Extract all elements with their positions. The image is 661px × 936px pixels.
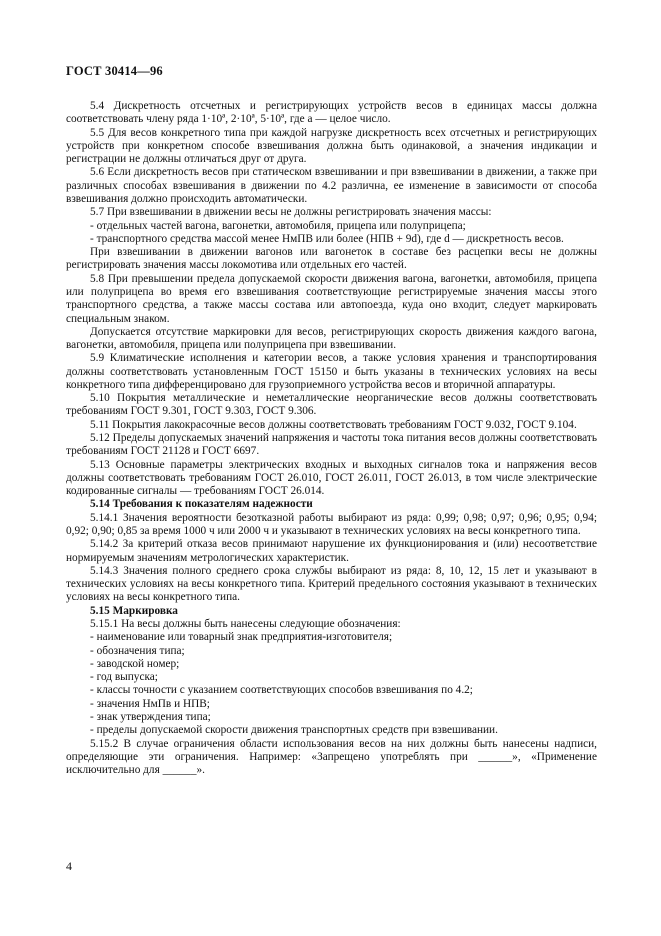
list-item: - наименование или товарный знак предприятия-изготовителя; (90, 631, 393, 644)
section-heading-marking: 5.15 Маркировка (90, 604, 178, 617)
paragraph-5-15-2: 5.15.2 В случае ограничения области использования весов на них должны быть нанесены надписи, определяющие эти ограничения. Например: «Запрещено употреблять при ______», «Применение исключительно для ______». (66, 737, 597, 777)
paragraph-5-15-1: 5.15.1 На весы должны быть нанесены следующие обозначения: (90, 617, 401, 630)
paragraph-5-6: 5.6 Если дискретность весов при статическом взвешивании и при взвешивании в движении, а также при различных способах взвешивания в движении по 4.2 различна, ее изменение в зависимости от способа взвешивания должно происходить автоматически. (66, 166, 597, 205)
paragraph-5-8-note: Допускается отсутствие маркировки для весов, регистрирующих скорость движения каждого вагона, вагонетки, автомобиля, прицепа или полуприцепа при взвешивании. (66, 325, 597, 352)
paragraph-5-5: 5.5 Для весов конкретного типа при каждой нагрузке дискретность всех отсчетных и регистрирующих устройств при конкретном способе взвешивания должна быть одинаковой, а значения индикации и регистрации не должны отличаться друг от друга. (66, 126, 597, 166)
paragraph-5-11: 5.11 Покрытия лакокрасочные весов должны соответствовать требованиям ГОСТ 9.032, ГОСТ 9.104. (90, 418, 577, 431)
list-item: - год выпуска; (90, 671, 158, 684)
paragraph-5-14-2: 5.14.2 За критерий отказа весов принимают нарушение их функционирования и (или) несоответствие нормируемым значениям метрологических характеристик. (66, 538, 597, 564)
paragraph-5-14-1: 5.14.1 Значения вероятности безотказной работы выбирают из ряда: 0,99; 0,98; 0,97; 0,96; 0,95; 0,94; 0,92; 0,90; 0,85 за время 1000 ч или 2000 ч и указывают в технических условиях на весы конкретного типа. (66, 511, 597, 537)
document-body (66, 100, 597, 777)
list-item: - значения НмПв и НПВ; (90, 697, 210, 710)
list-item: - заводской номер; (90, 657, 180, 670)
list-item: - отдельных частей вагона, вагонетки, автомобиля, прицепа или полуприцепа; (90, 219, 466, 232)
paragraph-5-7: 5.7 При взвешивании в движении весы не должны регистрировать значения массы: (90, 206, 492, 219)
list-item: - классы точности с указанием соответствующих способов взвешивания по 4.2; (90, 684, 473, 697)
page-header-title: ГОСТ 30414—96 (66, 64, 163, 78)
paragraph-5-12: 5.12 Пределы допускаемых значений напряжения и частоты тока питания весов должны соответствовать требованиям ГОСТ 21128 и ГОСТ 6697. (66, 432, 597, 458)
list-item: - обозначения типа; (90, 644, 185, 657)
section-heading-reliability: 5.14 Требования к показателям надежности (90, 498, 313, 511)
paragraph-5-4: 5.4 Дискретность отсчетных и регистрирующих устройств весов в единицах массы должна соответствовать члену ряда 1·10ª, 2·10ª, 5·10ª, где а — целое число. (66, 100, 597, 126)
list-item: - пределы допускаемой скорости движения транспортных средств при взвешивании. (90, 724, 498, 737)
list-item: - транспортного средства массой менее НмПВ или более (НПВ + 9d), где d — дискретность весов. (90, 232, 564, 245)
list-item: - знак утверждения типа; (90, 710, 211, 723)
paragraph-5-10: 5.10 Покрытия металлические и неметаллические неорганические весов должны соответствовать требованиям ГОСТ 9.301, ГОСТ 9.303, ГОСТ 9.306. (66, 392, 597, 418)
page-number: 4 (66, 859, 72, 873)
paragraph-5-14-3: 5.14.3 Значения полного среднего срока службы выбирают из ряда: 8, 10, 12, 15 лет и указывают в технических условиях на весы конкретного типа. Критерий предельного состояния указывают в технических условиях на весы конкретного типа. (66, 564, 597, 604)
paragraph-5-9: 5.9 Климатические исполнения и категории весов, а также условия хранения и транспортирования должны соответствовать установленным ГОСТ 15150 и быть указаны в технических условиях на весы конкретного типа дифференцировано для грузоприемного устройства весов и вторичной аппаратуры. (66, 352, 597, 391)
paragraph-5-13: 5.13 Основные параметры электрических входных и выходных сигналов тока и напряжения весов должны соответствовать требованиям ГОСТ 26.010, ГОСТ 26.011, ГОСТ 26.013, в том числе электрические кодированные сигналы — требованиям ГОСТ 26.014. (66, 458, 597, 498)
paragraph-5-7-note: При взвешивании в движении вагонов или вагонеток в составе без расцепки весы не должны регистрировать значения массы локомотива или отдельных его частей. (66, 246, 597, 272)
paragraph-5-8: 5.8 При превышении предела допускаемой скорости движения вагона, вагонетки, автомобиля, прицепа или полуприцепа во время его взвешивания соответствующие регистрируемые значения массы этого транспортного средства, а также массы состава или автопоезда, куда оно входит, следует маркировать специальным знаком. (66, 272, 597, 325)
